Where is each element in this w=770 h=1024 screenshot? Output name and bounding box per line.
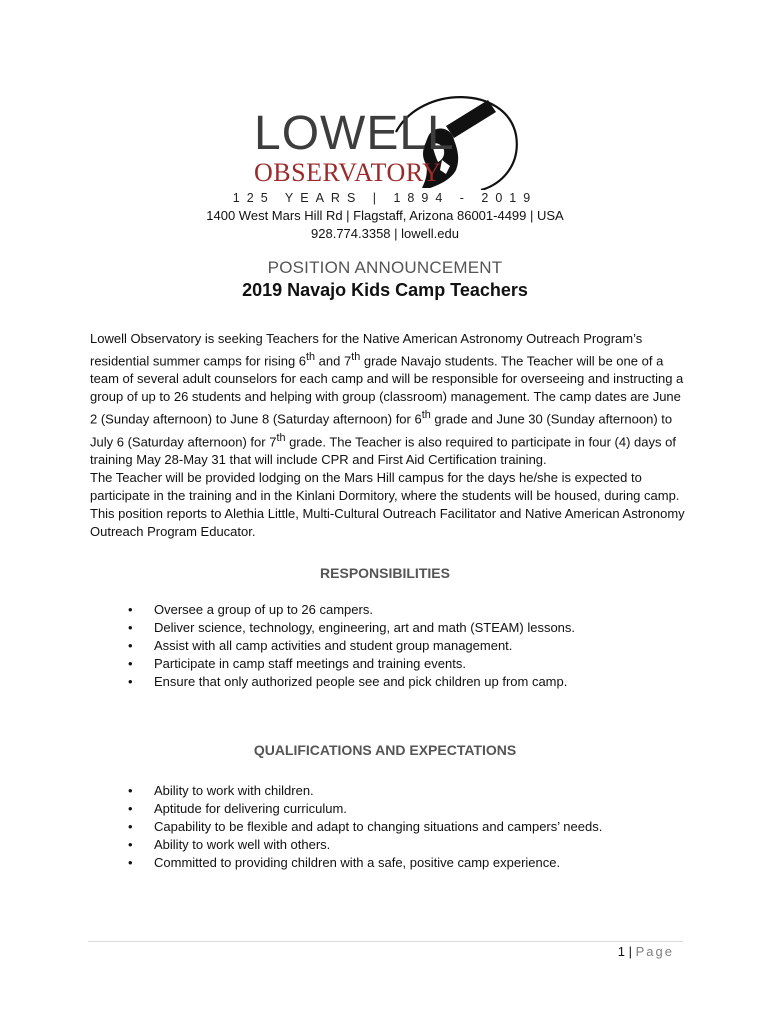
anniversary-years: 125 YEARS | 1894 - 2019 xyxy=(232,191,538,205)
list-item: • Ensure that only authorized people see and pick children up from camp. xyxy=(122,673,575,691)
logo-observatory-text: OBSERVATORY xyxy=(254,158,442,187)
intro-paragraph xyxy=(90,330,690,469)
page-word: Page xyxy=(635,944,674,959)
intro-text-c: grade Navajo students. The Teacher will be one of a team of several adult counselors for each camp and will be responsible for overseeing and instructing a group of up to 26 students and helping with group (classroom) management. The camp dates are June 2 (Sunday afternoon) to June 8 (Saturday afternoon) for 6 xyxy=(90,353,684,427)
list-item: • Deliver science, technology, engineering, art and math (STEAM) lessons. xyxy=(122,619,575,637)
intro-text-d: grade and June 30 (Sunday afternoon) to July 6 (Saturday afternoon) for 7 xyxy=(90,411,673,449)
superscript: th xyxy=(421,409,431,422)
responsibilities-heading: RESPONSIBILITIES xyxy=(320,565,450,581)
superscript: th xyxy=(306,351,316,363)
qualifications-list xyxy=(122,782,602,872)
position-announcement-label: POSITION ANNOUNCEMENT xyxy=(267,258,503,277)
list-item: • Capability to be flexible and adapt to changing situations and campers’ needs. xyxy=(122,818,602,836)
responsibilities-list xyxy=(122,601,575,691)
list-item: • Ability to work with children. xyxy=(122,782,602,800)
logo-lowell-text: LOWELL xyxy=(254,107,455,160)
footer-divider xyxy=(88,941,683,942)
list-item: • Assist with all camp activities and student group management. xyxy=(122,637,575,655)
list-item: • Ability to work well with others. xyxy=(122,836,602,854)
intro-text-e: grade. The Teacher is also required to participate in four (4) days of training May 28-May 31 that will include CPR and First Aid Certification training. xyxy=(90,433,676,467)
qualifications-heading: QUALIFICATIONS AND EXPECTATIONS xyxy=(253,742,517,758)
page-footer xyxy=(618,944,674,959)
page-number: 1 xyxy=(617,944,625,959)
list-item: • Participate in camp staff meetings and training events. xyxy=(122,655,575,673)
intro-text-a: Lowell Observatory is seeking Teachers for the Native American Astronomy Outreach Program’s residential summer camps for rising 6 xyxy=(90,331,643,369)
list-item: • Committed to providing children with a safe, positive camp experience. xyxy=(122,854,602,872)
lowell-observatory-logo xyxy=(246,90,526,190)
superscript: th xyxy=(351,351,361,363)
contact-line: 928.774.3358 | lowell.edu xyxy=(311,226,459,241)
position-title: 2019 Navajo Kids Camp Teachers xyxy=(242,280,528,300)
list-item: • Aptitude for delivering curriculum. xyxy=(122,800,602,818)
lodging-paragraph: The Teacher will be provided lodging on the Mars Hill campus for the days he/she is expected to participate in the training and in the Kinlani Dormitory, where the students will be housed, during camp. This position reports to Alethia Little, Multi-Cultural Outreach Facilitator and Native American Astronomy Outreach Program Educator. xyxy=(90,470,685,539)
superscript: th xyxy=(276,431,286,444)
list-item: • Oversee a group of up to 26 campers. xyxy=(122,601,575,619)
footer-separator: | xyxy=(628,944,632,959)
intro-text-b: and 7 xyxy=(315,353,352,369)
address-line: 1400 West Mars Hill Rd | Flagstaff, Arizona 86001-4499 | USA xyxy=(206,208,564,223)
